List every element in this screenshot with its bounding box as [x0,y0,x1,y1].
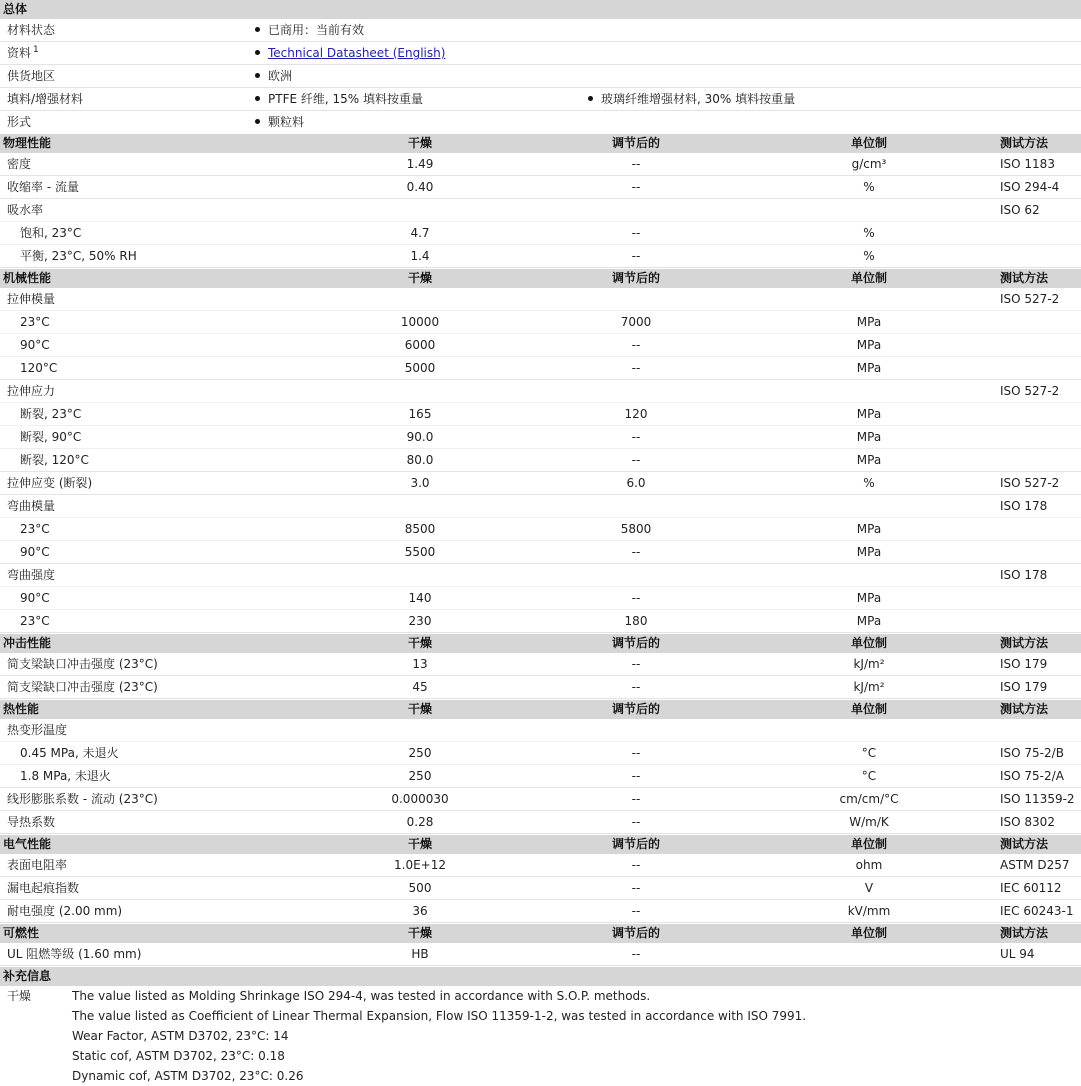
dry-value: 1.49 [406,157,434,171]
section-header [0,923,1081,943]
property-label: 线形膨胀系数 - 流动 (23°C) [7,792,158,806]
property-row [0,742,1081,765]
conditioned-value: -- [631,430,641,444]
column-header-method: 测试方法 [1000,271,1049,285]
dry-value: 0.40 [406,180,434,194]
property-row [0,719,1081,742]
conditioned-value: -- [631,680,641,694]
dry-value: 45 [412,680,428,694]
unit-value: MPa [856,338,882,352]
test-method: ISO 75-2/A [1000,769,1064,783]
dry-value: HB [411,947,429,961]
property-label: 导热系数 [7,815,56,829]
property-label: 简支梁缺口冲击强度 (23°C) [7,657,158,671]
property-row [0,587,1081,610]
section-title: 冲击性能 [3,636,52,650]
conditioned-value: 120 [624,407,648,421]
note-key: 干燥 [7,989,32,1003]
property-row [0,518,1081,541]
section-title: 总体 [3,2,28,16]
unit-value: °C [861,746,877,760]
property-row [0,811,1081,834]
conditioned-value: -- [631,858,641,872]
test-method: ISO 75-2/B [1000,746,1064,760]
general-row [0,88,1081,111]
row-value: 玻璃纤维增强材料, 30% 填料按重量 [588,88,795,110]
test-method: ISO 527-2 [1000,476,1060,490]
note-line [0,1046,1081,1066]
property-row [0,564,1081,587]
section-header [0,633,1081,653]
notes-block [0,986,1081,1086]
property-row [0,495,1081,518]
property-row [0,176,1081,199]
property-label: 拉伸模量 [7,292,56,306]
note-text: Dynamic cof, ASTM D3702, 23°C: 0.26 [72,1069,304,1083]
conditioned-value: -- [631,591,641,605]
unit-value: ohm [855,858,883,872]
test-method: ISO 1183 [1000,157,1055,171]
bullet-icon [255,73,260,78]
unit-value: MPa [856,315,882,329]
property-row [0,449,1081,472]
note-text: The value listed as Coefficient of Linear Thermal Expansion, Flow ISO 11359-1-2, was tested in accordance with ISO 7991. [72,1009,807,1023]
property-row [0,311,1081,334]
unit-value: % [863,249,875,263]
conditioned-value: -- [631,881,641,895]
column-header-unit: 单位制 [850,702,887,716]
dry-value: 4.7 [410,226,430,240]
property-label: 密度 [7,157,32,171]
dry-value: 36 [412,904,428,918]
dry-value: 8500 [404,522,436,536]
row-label: 资料 $^1$ [7,45,39,60]
conditioned-value: -- [631,226,641,240]
conditioned-value: -- [631,545,641,559]
unit-value: MPa [856,614,882,628]
property-label: 断裂, 23°C [20,407,82,421]
column-header-method: 测试方法 [1000,136,1049,150]
conditioned-value: -- [631,815,641,829]
property-row [0,610,1081,633]
general-row [0,19,1081,42]
property-row [0,199,1081,222]
property-label: 90°C [20,545,50,559]
property-row [0,357,1081,380]
column-header-unit: 单位制 [850,926,887,940]
dry-value: 80.0 [406,453,434,467]
test-method: UL 94 [1000,947,1035,961]
unit-value: MPa [856,591,882,605]
property-row [0,765,1081,788]
unit-value: kJ/m² [853,657,885,671]
column-header-conditioned: 调节后的 [611,136,660,150]
unit-value: W/m/K [849,815,889,829]
property-label: 平衡, 23°C, 50% RH [20,249,137,263]
unit-value: MPa [856,430,882,444]
unit-value: kJ/m² [853,680,885,694]
dry-value: 13 [412,657,428,671]
unit-value: % [863,180,875,194]
bullet-icon [255,27,260,32]
unit-value: % [863,476,875,490]
dry-value: 6000 [404,338,436,352]
dry-value: 5500 [404,545,436,559]
column-header-dry: 干燥 [407,837,432,851]
property-label: 收缩率 - 流量 [7,180,79,194]
section-title: 可燃性 [3,926,40,940]
row-value: PTFE 纤维, 15% 填料按重量 [255,88,423,110]
column-header-unit: 单位制 [850,636,887,650]
bullet-icon [255,96,260,101]
column-header-method: 测试方法 [1000,636,1049,650]
section-title: 热性能 [3,702,40,716]
note-line [0,1006,1081,1026]
row-value: 欧洲 [255,65,292,87]
property-label: 90°C [20,591,50,605]
property-label: 23°C [20,315,50,329]
property-row [0,380,1081,403]
property-label: 表面电阻率 [7,858,68,872]
section-header [0,699,1081,719]
test-method: ISO 294-4 [1000,180,1060,194]
conditioned-value: -- [631,904,641,918]
bullet-icon [588,96,593,101]
dry-value: 140 [408,591,432,605]
conditioned-value: -- [631,657,641,671]
conditioned-value: 6.0 [626,476,646,490]
property-label: 1.8 MPa, 未退火 [20,769,111,783]
property-row [0,334,1081,357]
property-label: 120°C [20,361,58,375]
section-header-general [0,0,1081,19]
dry-value: 500 [408,881,432,895]
column-header-dry: 干燥 [407,136,432,150]
property-label: 简支梁缺口冲击强度 (23°C) [7,680,158,694]
property-row [0,676,1081,699]
dry-value: 165 [408,407,432,421]
property-label: 23°C [20,522,50,536]
note-line [0,1026,1081,1046]
property-row [0,653,1081,676]
property-label: 断裂, 90°C [20,430,82,444]
test-method: IEC 60243-1 [1000,904,1074,918]
unit-value: cm/cm/°C [839,792,899,806]
test-method: ISO 11359-2 [1000,792,1075,806]
property-label: 吸水率 [7,203,44,217]
test-method: ISO 179 [1000,657,1048,671]
dry-value: 230 [408,614,432,628]
property-row [0,426,1081,449]
conditioned-value: 180 [624,614,648,628]
test-method: ISO 179 [1000,680,1048,694]
row-value: 已商用：当前有效 [255,19,364,41]
column-header-dry: 干燥 [407,926,432,940]
dry-value: 10000 [400,315,440,329]
property-label: UL 阻燃等级 (1.60 mm) [7,947,142,961]
dry-value: 90.0 [406,430,434,444]
dry-value: 250 [408,746,432,760]
column-header-unit: 单位制 [850,271,887,285]
test-method: ISO 62 [1000,203,1040,217]
conditioned-value: -- [631,792,641,806]
unit-value: g/cm³ [851,157,887,171]
dry-value: 5000 [404,361,436,375]
test-method: IEC 60112 [1000,881,1062,895]
property-label: 23°C [20,614,50,628]
section-title: 物理性能 [3,136,52,150]
footnote-marker: 1 [33,45,39,55]
conditioned-value: -- [631,746,641,760]
test-method: ISO 8302 [1000,815,1055,829]
property-row [0,854,1081,877]
dry-value: 0.000030 [391,792,449,806]
section-header [0,834,1081,854]
column-header-method: 测试方法 [1000,837,1049,851]
test-method: ISO 178 [1000,568,1048,582]
column-header-unit: 单位制 [850,837,887,851]
section-title: 电气性能 [3,837,52,851]
general-row [0,42,1081,65]
conditioned-value: 5800 [620,522,652,536]
property-row [0,245,1081,268]
note-line [0,1066,1081,1086]
property-label: 90°C [20,338,50,352]
property-label: 弯曲模量 [7,499,56,513]
property-label: 断裂, 120°C [20,453,89,467]
property-row [0,153,1081,176]
column-header-unit: 单位制 [850,136,887,150]
property-row [0,288,1081,311]
note-text: Static cof, ASTM D3702, 23°C: 0.18 [72,1049,285,1063]
general-row [0,65,1081,88]
property-row [0,943,1081,966]
column-header-method: 测试方法 [1000,926,1049,940]
conditioned-value: -- [631,157,641,171]
property-label: 漏电起痕指数 [7,881,80,895]
property-row [0,788,1081,811]
unit-value: MPa [856,545,882,559]
unit-value: kV/mm [847,904,891,918]
dry-value: 1.4 [410,249,430,263]
property-label: 弯曲强度 [7,568,56,582]
row-label: 填料/增强材料 [7,92,84,106]
conditioned-value: 7000 [620,315,652,329]
property-label: 拉伸应力 [7,384,56,398]
row-value: 颗粒料 [255,111,304,133]
row-value [255,42,445,64]
property-row [0,472,1081,495]
unit-value: MPa [856,361,882,375]
bullet-icon [255,119,260,124]
column-header-method: 测试方法 [1000,702,1049,716]
unit-value: MPa [856,522,882,536]
conditioned-value: -- [631,453,641,467]
dry-value: 3.0 [410,476,430,490]
row-label: 形式 [7,115,32,129]
test-method: ISO 527-2 [1000,384,1060,398]
section-title: 补充信息 [3,969,52,983]
dry-value: 0.28 [406,815,434,829]
property-sections [0,133,1081,966]
property-label: 拉伸应变 (断裂) [7,476,93,490]
row-label: 材料状态 [7,23,56,37]
column-header-dry: 干燥 [407,702,432,716]
conditioned-value: -- [631,338,641,352]
property-label: 耐电强度 (2.00 mm) [7,904,123,918]
property-row [0,222,1081,245]
note-text: The value listed as Molding Shrinkage ISO 294-4, was tested in accordance with S.O.P. methods. [72,989,651,1003]
column-header-dry: 干燥 [407,271,432,285]
column-header-conditioned: 调节后的 [611,837,660,851]
section-header-notes [0,966,1081,986]
section-header [0,133,1081,153]
general-row [0,111,1081,133]
note-text: Wear Factor, ASTM D3702, 23°C: 14 [72,1029,289,1043]
bullet-icon [255,50,260,55]
unit-value: % [863,226,875,240]
property-label: 饱和, 23°C [20,226,82,240]
conditioned-value: -- [631,361,641,375]
unit-value: MPa [856,453,882,467]
conditioned-value: -- [631,947,641,961]
column-header-conditioned: 调节后的 [611,702,660,716]
dry-value: 250 [408,769,432,783]
property-row [0,403,1081,426]
test-method: ASTM D257 [1000,858,1070,872]
section-title: 机械性能 [3,271,52,285]
property-label: 0.45 MPa, 未退火 [20,746,119,760]
conditioned-value: -- [631,180,641,194]
column-header-conditioned: 调节后的 [611,636,660,650]
test-method: ISO 178 [1000,499,1048,513]
row-label: 供货地区 [7,69,56,83]
column-header-dry: 干燥 [407,636,432,650]
unit-value: V [864,881,874,895]
test-method: ISO 527-2 [1000,292,1060,306]
column-header-conditioned: 调节后的 [611,271,660,285]
note-line [0,986,1081,1006]
unit-value: °C [861,769,877,783]
dry-value: 1.0E+12 [394,858,446,872]
property-row [0,541,1081,564]
unit-value: MPa [856,407,882,421]
property-row [0,877,1081,900]
conditioned-value: -- [631,769,641,783]
section-header [0,268,1081,288]
conditioned-value: -- [631,249,641,263]
column-header-conditioned: 调节后的 [611,926,660,940]
technical-datasheet-link[interactable]: Technical Datasheet (English) [268,46,446,60]
property-row [0,900,1081,923]
property-label: 热变形温度 [7,723,68,737]
